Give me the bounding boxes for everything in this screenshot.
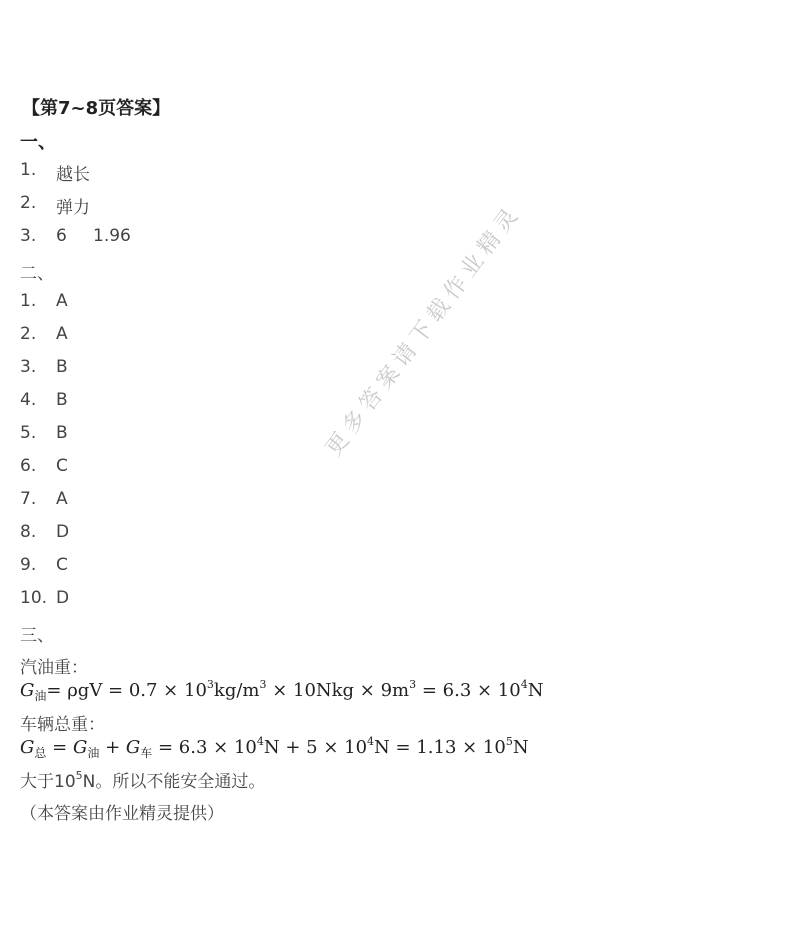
answer-choice: D xyxy=(56,588,70,608)
answer-number: 2. xyxy=(20,324,37,344)
answer-number: 8. xyxy=(20,522,37,542)
answer-number: 1. xyxy=(20,291,37,311)
section-3-title: 三、 xyxy=(20,626,54,646)
answer-choice: B xyxy=(56,423,68,443)
answer-choice: B xyxy=(56,390,68,410)
answer-choice: A xyxy=(56,489,68,509)
answer-number: 3. xyxy=(20,357,37,377)
answer-number: 10. xyxy=(20,588,48,608)
answer-number: 7. xyxy=(20,489,37,509)
answer-number: 6. xyxy=(20,456,37,476)
answer-choice: B xyxy=(56,357,68,377)
answer-text: 6 xyxy=(56,226,67,246)
answer-number: 5. xyxy=(20,423,37,443)
answer-number: 4. xyxy=(20,390,37,410)
answer-number: 9. xyxy=(20,555,37,575)
footer-note: （本答案由作业精灵提供） xyxy=(20,804,224,824)
answer-text: 弹力 xyxy=(56,198,90,218)
page-title: 【第7~8页答案】 xyxy=(22,98,171,119)
answer-choice: D xyxy=(56,522,70,542)
section-2-title: 二、 xyxy=(20,264,54,284)
answer-text: 越长 xyxy=(56,165,90,185)
total-weight-label: 车辆总重： xyxy=(20,715,105,735)
total-weight-equation: $G_总 = G_油 + G_车 = 6.3 \times 10^4N + 5 \times 10^4N = 1.13 \times 10^5N$ xyxy=(20,735,529,760)
answer-number: 3. xyxy=(20,226,37,246)
answer-choice: C xyxy=(56,456,68,476)
answer-text-secondary: 1.96 xyxy=(93,226,131,246)
answer-choice: A xyxy=(56,291,68,311)
subscript-oil: 油 xyxy=(34,689,47,703)
answer-choice: C xyxy=(56,555,68,575)
gasoline-weight-label: 汽油重： xyxy=(20,658,88,678)
answer-number: 2. xyxy=(20,193,37,213)
gasoline-weight-equation: $G_油= \rho gV = 0.7 \times 10^3kg/m^3 \times 10Nkg \times 9m^3 = 6.3 \times 10^4N$ xyxy=(20,678,544,703)
section-1-title: 一、 xyxy=(20,132,56,153)
answer-number: 1. xyxy=(20,160,37,180)
answer-choice: A xyxy=(56,324,68,344)
conclusion-text: 大于$10^5N$。所以不能安全通过。 xyxy=(20,769,266,792)
watermark: 更多答案请下载作业精灵 xyxy=(321,199,527,462)
